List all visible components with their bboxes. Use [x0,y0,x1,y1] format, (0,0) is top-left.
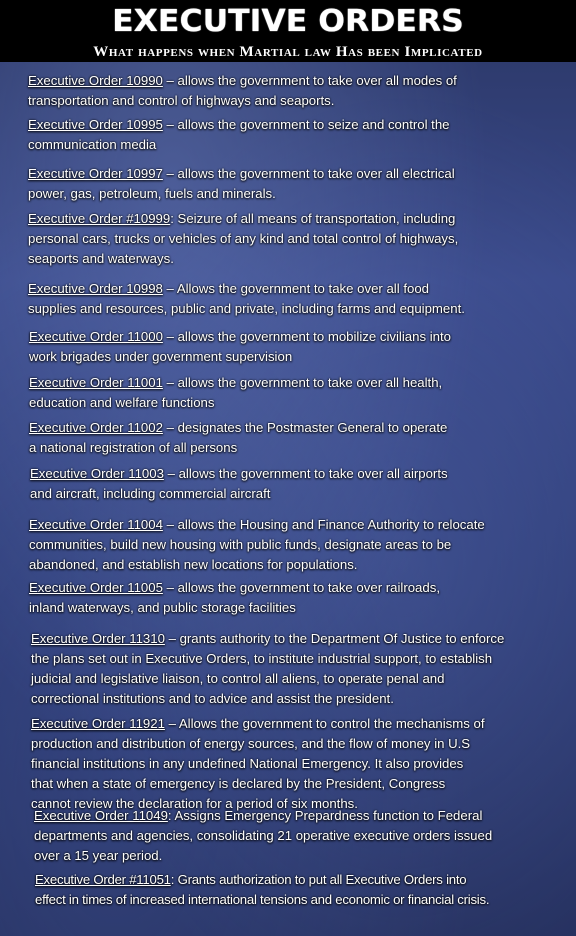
order-number: Executive Order 10997 [28,166,163,181]
order-entry [34,806,492,866]
order-description: : Seizure of all means of transportation, including personal cars, trucks or vehicles of any kind and total control of highways, seaports and waterways. [28,211,459,266]
order-number: Executive Order #11051 [35,872,171,887]
order-description: – grants authority to the Department Of Justice to enforce the plans set out in Executive Orders, to institute industrial support, to establish judicial and legislative liaison, to control all aliens, to operate penal and correctional institutions and to advice and assist the president. [31,631,505,706]
order-entry [31,714,485,814]
order-description: – allows the government to take over all electrical power, gas, petroleum, fuels and minerals. [28,166,455,201]
order-entry [29,327,451,367]
order-number: Executive Order 10995 [28,117,163,132]
order-entry [29,515,485,575]
order-number: Executive Order 11000 [29,329,163,344]
order-description: – allows the government to take over all health, education and welfare functions [29,375,443,410]
order-entry [29,418,447,458]
order-description: – allows the government to seize and control the communication media [28,117,450,152]
order-entry [28,164,455,204]
order-description: – allows the government to take over all airports and aircraft, including commercial aircraft [30,466,448,501]
order-description: – allows the Housing and Finance Authority to relocate communities, build new housing with public funds, designate areas to be abandoned, and establish new locations for populations. [29,517,485,572]
order-description: – Allows the government to take over all food supplies and resources, public and private, including farms and equipment. [28,281,465,316]
order-number: Executive Order 11005 [29,580,163,595]
order-description: – allows the government to take over all modes of transportation and control of highways and seaports. [28,73,457,108]
order-number: Executive Order 11003 [30,466,164,481]
order-number: Executive Order 10990 [28,73,163,88]
order-description: – allows the government to mobilize civilians into work brigades under government supervision [29,329,451,364]
page-title: EXECUTIVE ORDERS [112,4,464,39]
page-subtitle: What happens when Martial law Has been Implicated [93,44,483,60]
order-entry [28,115,450,155]
order-number: Executive Order 11004 [29,517,163,532]
order-number: Executive Order 11049 [34,808,168,823]
order-description: – Allows the government to control the mechanisms of production and distribution of energy sources, and the flow of money in U.S financial institutions in any undefined National Emergency. It also provides that when a state of emergency is declared by the President, Congress cannot review the declaration for a period of six months. [31,716,485,811]
order-description: – designates the Postmaster General to operate a national registration of all persons [29,420,448,455]
order-number: Executive Order 11921 [31,716,165,731]
order-number: Executive Order 11002 [29,420,163,435]
order-entry [29,373,442,413]
order-entry [28,279,465,319]
order-entry [28,209,458,269]
order-description: – allows the government to take over railroads, inland waterways, and public storage facilities [29,580,440,615]
order-number: Executive Order #10999 [28,211,171,226]
header-bar [0,0,576,62]
order-description: : Assigns Emergency Prepardness function to Federal departments and agencies, consolidating 21 operative executive orders issued over a 15 year period. [34,808,493,863]
order-entry [35,870,489,910]
order-description: : Grants authorization to put all Executive Orders into effect in times of increased international tensions and economic or financial crisis. [35,872,490,907]
order-entry [29,578,440,618]
order-entry [31,629,504,709]
order-entry [28,71,457,111]
order-number: Executive Order 10998 [28,281,163,296]
order-entry [30,464,448,504]
order-number: Executive Order 11310 [31,631,165,646]
order-number: Executive Order 11001 [29,375,163,390]
